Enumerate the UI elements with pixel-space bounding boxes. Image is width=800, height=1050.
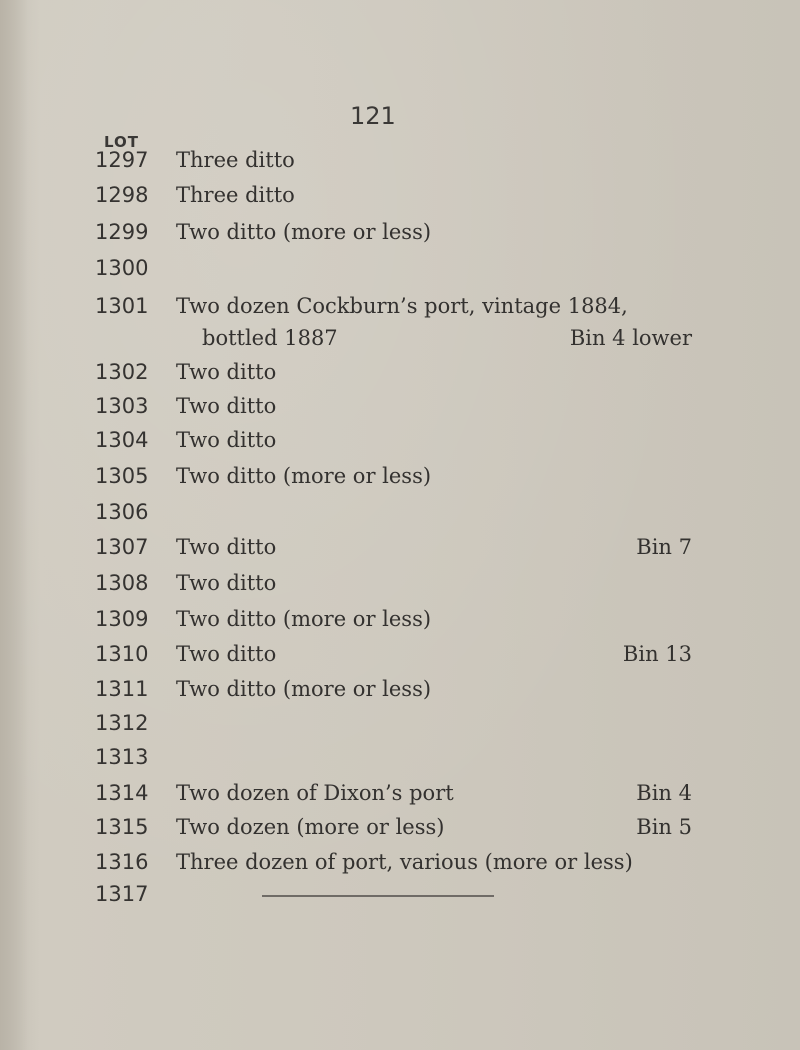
lot-number: 1313 bbox=[95, 745, 149, 769]
bin-location: Bin 7 bbox=[636, 535, 692, 559]
lot-number: 1298 bbox=[95, 183, 149, 207]
lot-number: 1315 bbox=[95, 815, 149, 839]
lot-description: Two ditto bbox=[176, 571, 277, 595]
lot-description: Two ditto (more or less) bbox=[176, 607, 432, 631]
lot-column-header: LOT bbox=[104, 133, 140, 151]
lot-number: 1301 bbox=[95, 294, 149, 318]
lot-number: 1311 bbox=[95, 677, 149, 701]
lot-number: 1302 bbox=[95, 360, 149, 384]
lot-number: 1305 bbox=[95, 464, 149, 488]
lot-description-continued: bottled 1887 bbox=[202, 326, 338, 350]
lot-description: Two ditto bbox=[176, 428, 277, 452]
lot-number: 1307 bbox=[95, 535, 149, 559]
lot-description: Three ditto bbox=[176, 148, 295, 172]
lot-description: Two ditto bbox=[176, 642, 277, 666]
bin-location: Bin 13 bbox=[622, 642, 692, 666]
lot-description: Two ditto bbox=[176, 394, 277, 418]
lot-description: Two ditto bbox=[176, 535, 277, 559]
lot-description: Two dozen Cockburn’s port, vintage 1884, bbox=[176, 294, 628, 318]
page-edge-shadow bbox=[0, 0, 28, 1050]
lot-number: 1303 bbox=[95, 394, 149, 418]
lot-number: 1297 bbox=[95, 148, 149, 172]
lot-number: 1309 bbox=[95, 607, 149, 631]
lot-number: 1306 bbox=[95, 500, 149, 524]
lot-description: Two dozen (more or less) bbox=[176, 815, 445, 839]
lot-description: Three dozen of port, various (more or less) bbox=[176, 850, 633, 874]
lot-number: 1312 bbox=[95, 711, 149, 735]
lot-description: Two ditto (more or less) bbox=[176, 677, 432, 701]
lot-number: 1317 bbox=[95, 882, 149, 906]
lot-description: Two ditto (more or less) bbox=[176, 464, 432, 488]
lot-number: 1308 bbox=[95, 571, 149, 595]
lot-number: 1316 bbox=[95, 850, 149, 874]
bin-location: Bin 4 bbox=[636, 781, 692, 805]
lot-number: 1299 bbox=[95, 220, 149, 244]
bin-location: Bin 4 lower bbox=[569, 326, 692, 350]
section-rule bbox=[262, 895, 494, 897]
lot-description: Three ditto bbox=[176, 183, 295, 207]
lot-description: Two ditto bbox=[176, 360, 277, 384]
lot-number: 1300 bbox=[95, 256, 149, 280]
lot-description: Two ditto (more or less) bbox=[176, 220, 432, 244]
lot-number: 1310 bbox=[95, 642, 149, 666]
lot-number: 1304 bbox=[95, 428, 149, 452]
lot-number: 1314 bbox=[95, 781, 149, 805]
page-number: 121 bbox=[350, 102, 396, 130]
bin-location: Bin 5 bbox=[636, 815, 692, 839]
lot-description: Two dozen of Dixon’s port bbox=[176, 781, 454, 805]
